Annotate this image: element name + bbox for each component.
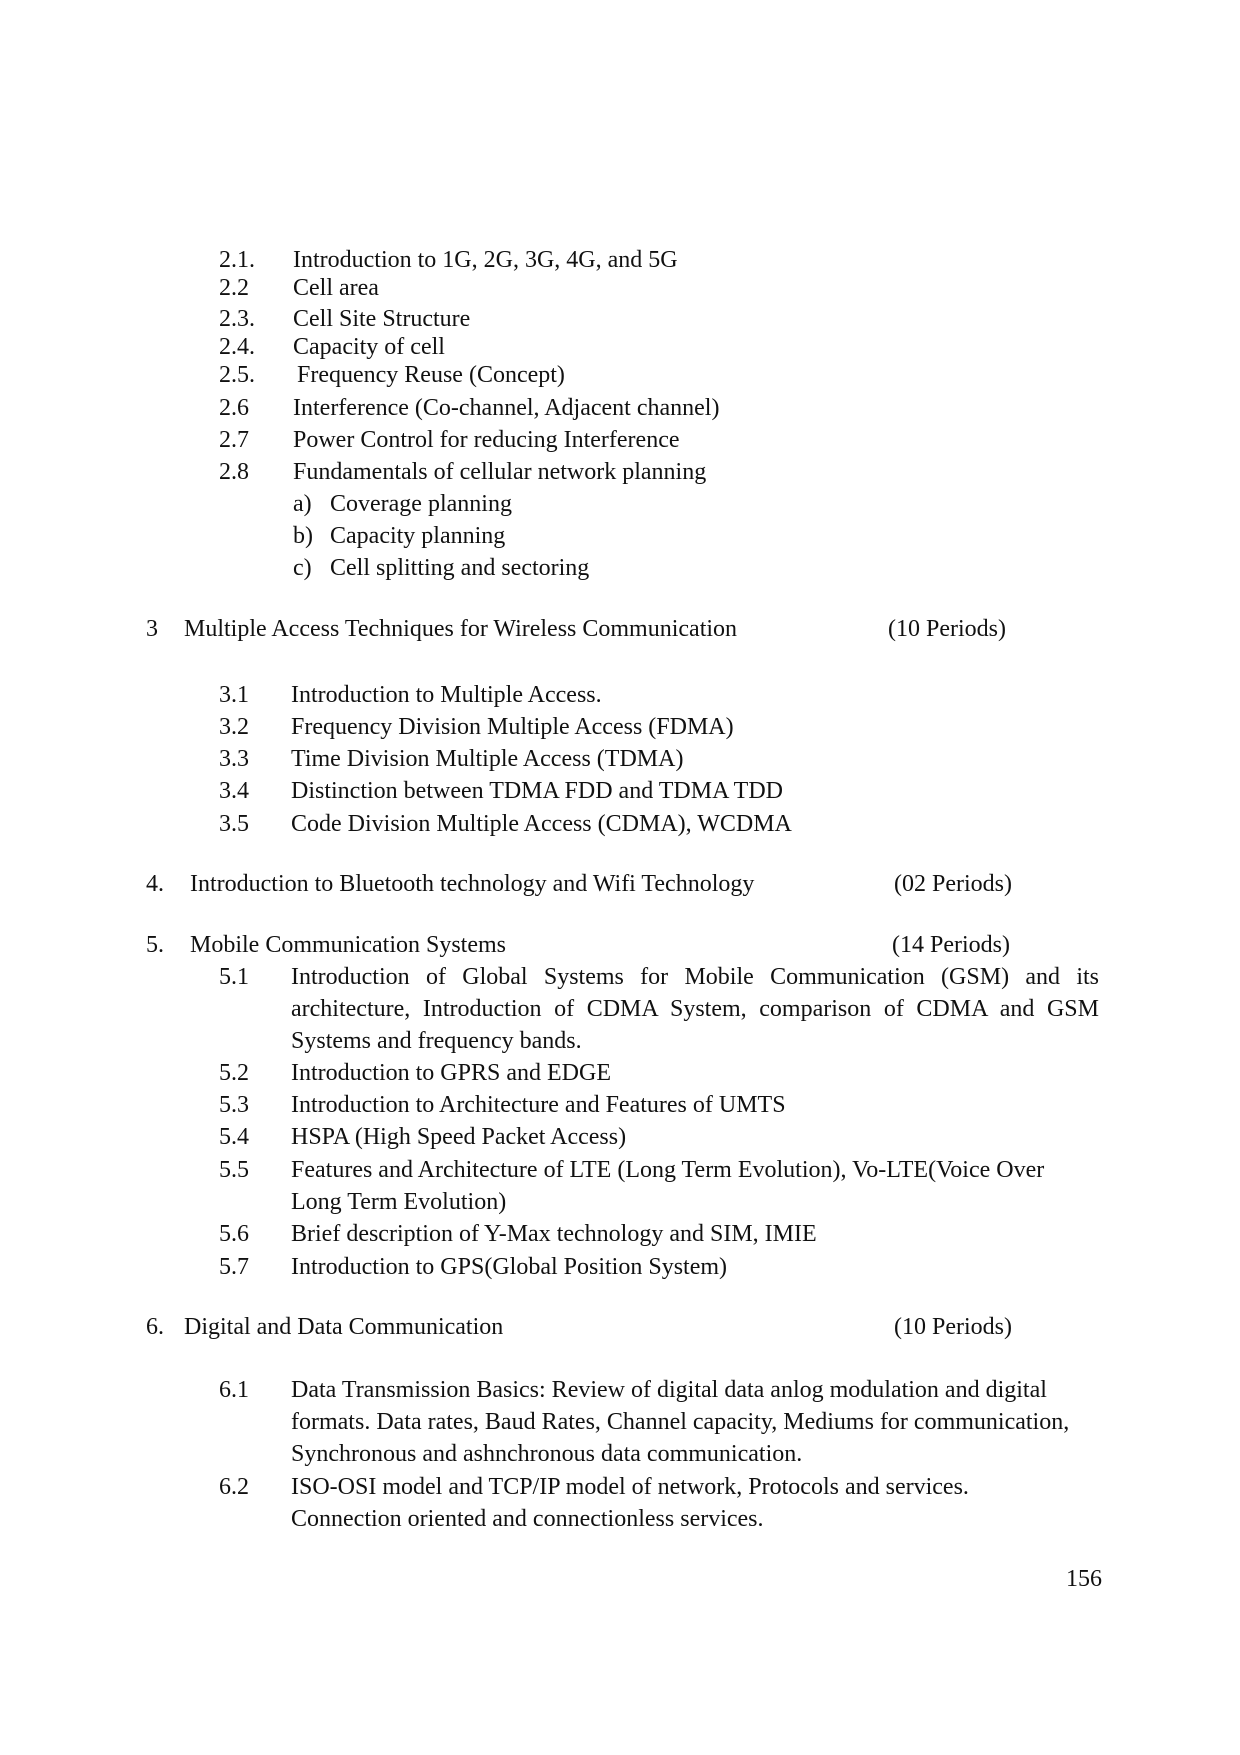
- item-text: Time Division Multiple Access (TDMA): [291, 746, 684, 772]
- sub-item-text: Cell splitting and sectoring: [330, 555, 590, 581]
- item-text: Data Transmission Basics: Review of digital data anlog modulation and digital: [291, 1377, 1047, 1403]
- item-number: 3.3: [219, 746, 249, 772]
- section-number: 5.: [146, 932, 164, 958]
- section-periods: (10 Periods): [894, 1314, 1012, 1340]
- sub-item-label: c): [293, 555, 312, 581]
- item-number: 5.6: [219, 1221, 249, 1247]
- item-text: Connection oriented and connectionless services.: [291, 1506, 764, 1532]
- item-text: Distinction between TDMA FDD and TDMA TDD: [291, 778, 783, 804]
- item-text: Interference (Co-channel, Adjacent channel): [293, 395, 720, 421]
- item-number: 3.1: [219, 682, 249, 708]
- item-number: 6.2: [219, 1474, 249, 1500]
- section-number: 3: [146, 616, 158, 642]
- item-number: 5.7: [219, 1254, 249, 1280]
- item-text: formats. Data rates, Baud Rates, Channel capacity, Mediums for communication,: [291, 1409, 1070, 1435]
- item-text: Introduction to GPRS and EDGE: [291, 1060, 611, 1086]
- section-title: Multiple Access Techniques for Wireless Communication: [184, 616, 738, 642]
- section-number: 6.: [146, 1314, 164, 1340]
- item-text: ISO-OSI model and TCP/IP model of network, Protocols and services.: [291, 1474, 969, 1500]
- item-text: Long Term Evolution): [291, 1189, 507, 1215]
- item-number: 5.2: [219, 1060, 249, 1086]
- item-text: Cell Site Structure: [293, 306, 471, 332]
- section-title: Digital and Data Communication: [184, 1314, 504, 1340]
- item-text: Features and Architecture of LTE (Long Term Evolution), Vo-LTE(Voice Over: [291, 1157, 1045, 1183]
- sub-item-text: Capacity planning: [330, 523, 506, 549]
- section-title: Mobile Communication Systems: [190, 932, 506, 958]
- item-number: 2.7: [219, 427, 249, 453]
- item-number: 3.5: [219, 811, 249, 837]
- section-title: Introduction to Bluetooth technology and Wifi Technology: [190, 871, 755, 897]
- item-number: 5.4: [219, 1124, 249, 1150]
- item-number: 3.2: [219, 714, 249, 740]
- item-number: 2.3.: [219, 306, 255, 332]
- item-number: 5.1: [219, 964, 249, 990]
- item-number: 6.1: [219, 1377, 249, 1403]
- item-text: Power Control for reducing Interference: [293, 427, 680, 453]
- sub-item-text: Coverage planning: [330, 491, 512, 517]
- item-number: 5.3: [219, 1092, 249, 1118]
- item-text: Fundamentals of cellular network planning: [293, 459, 707, 485]
- sub-item-label: a): [293, 491, 312, 517]
- item-text: Introduction to Multiple Access.: [291, 682, 602, 708]
- item-text: Code Division Multiple Access (CDMA), WCDMA: [291, 811, 792, 837]
- item-text: Introduction to GPS(Global Position System): [291, 1254, 728, 1280]
- section-periods: (14 Periods): [892, 932, 1010, 958]
- item-text: Cell area: [293, 275, 379, 301]
- section-periods: (10 Periods): [888, 616, 1006, 642]
- section-number: 4.: [146, 871, 164, 897]
- page-number: 156: [1066, 1566, 1102, 1592]
- item-number: 3.4: [219, 778, 249, 804]
- item-text: Capacity of cell: [293, 334, 445, 360]
- item-text: Frequency Reuse (Concept): [297, 362, 565, 388]
- item-text: Frequency Division Multiple Access (FDMA): [291, 714, 734, 740]
- item-number: 2.6: [219, 395, 249, 421]
- item-number: 2.2: [219, 275, 249, 301]
- item-text: HSPA (High Speed Packet Access): [291, 1124, 627, 1150]
- sub-item-label: b): [293, 523, 313, 549]
- section-periods: (02 Periods): [894, 871, 1012, 897]
- item-number: 5.5: [219, 1157, 249, 1183]
- item-number: 2.8: [219, 459, 249, 485]
- item-text: Brief description of Y-Max technology and SIM, IMIE: [291, 1221, 817, 1247]
- item-number: 2.4.: [219, 334, 255, 360]
- item-number: 2.5.: [219, 362, 255, 388]
- item-text: Introduction to 1G, 2G, 3G, 4G, and 5G: [293, 247, 678, 273]
- item-text: Synchronous and ashnchronous data communication.: [291, 1441, 803, 1467]
- item-number: 2.1.: [219, 247, 255, 273]
- item-text: Systems and frequency bands.: [291, 1028, 582, 1054]
- item-text: architecture, Introduction of CDMA System, comparison of CDMA and GSM: [291, 996, 1099, 1022]
- item-text: Introduction of Global Systems for Mobile Communication (GSM) and its: [291, 964, 1099, 990]
- item-text: Introduction to Architecture and Features of UMTS: [291, 1092, 786, 1118]
